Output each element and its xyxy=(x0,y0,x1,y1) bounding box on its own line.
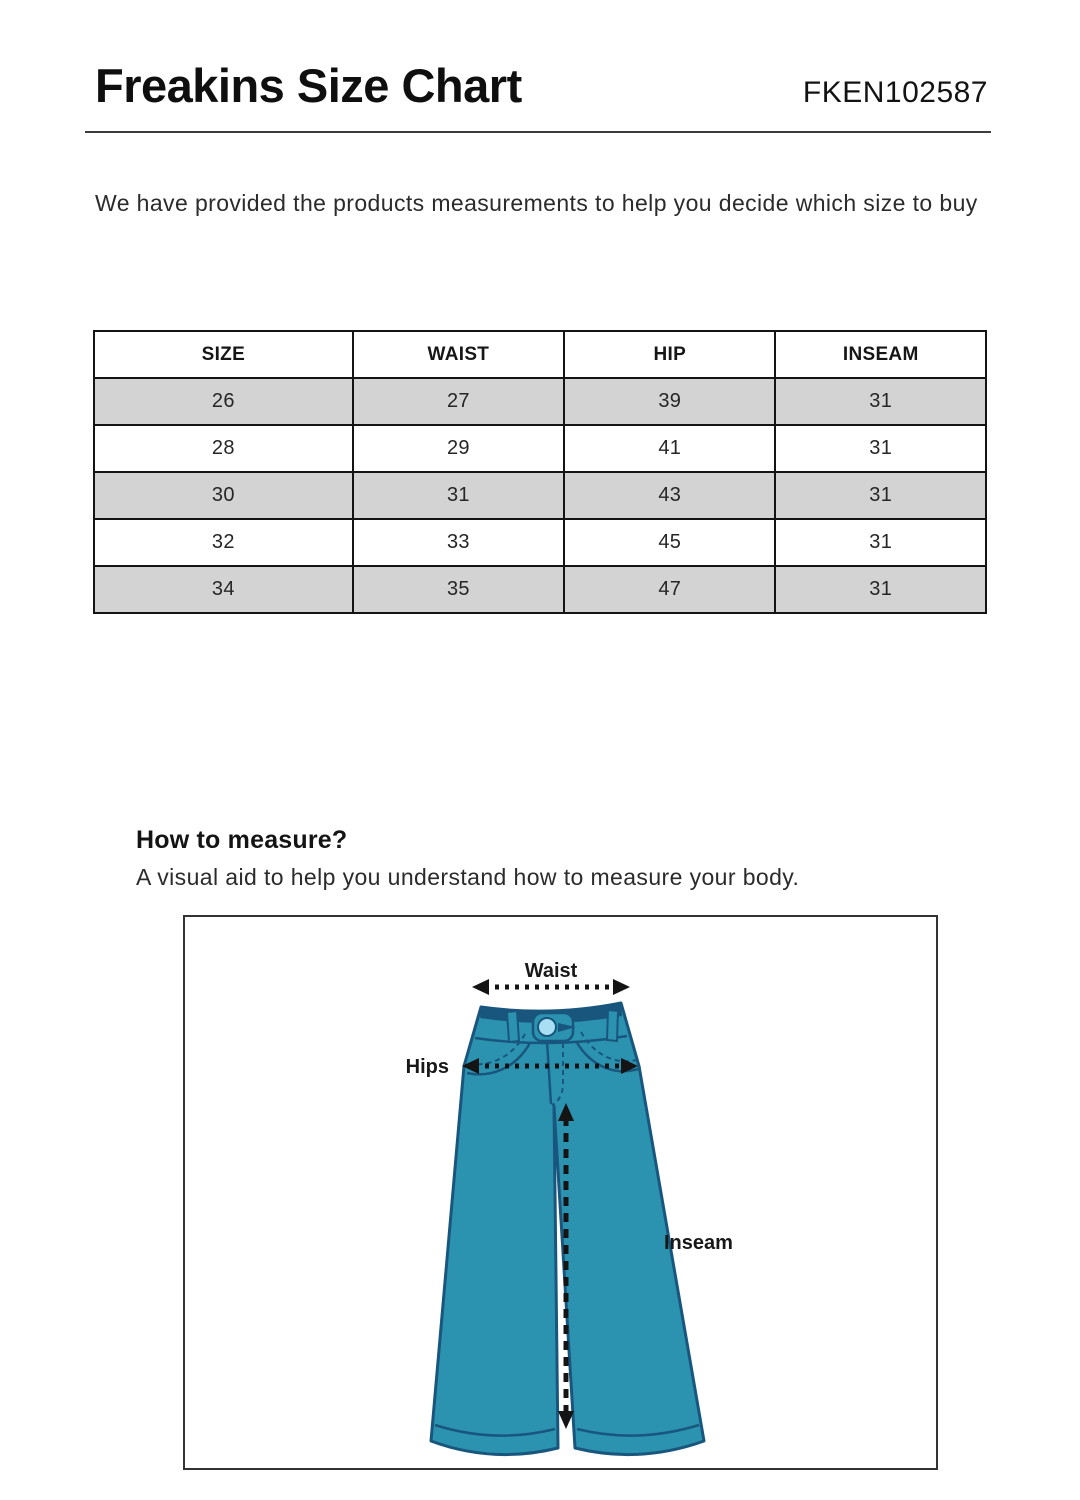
waist-arrowhead-left xyxy=(472,979,489,995)
waist-label: Waist xyxy=(524,960,578,982)
cell-inseam: 31 xyxy=(775,425,986,472)
header-divider xyxy=(85,131,991,133)
table-header-row xyxy=(94,331,986,378)
cell-waist: 27 xyxy=(353,378,564,425)
page-title: Freakins Size Chart xyxy=(95,59,522,112)
cell-inseam: 31 xyxy=(775,378,986,425)
size-table xyxy=(93,330,987,614)
table-row xyxy=(94,378,986,425)
cell-hip: 45 xyxy=(564,519,775,566)
cell-size: 26 xyxy=(94,378,353,425)
measurement-diagram-box xyxy=(183,915,938,1470)
waist-arrowhead-right xyxy=(613,979,630,995)
cell-inseam: 31 xyxy=(775,472,986,519)
table-row xyxy=(94,425,986,472)
belt-loop-right xyxy=(607,1010,618,1041)
cell-inseam: 31 xyxy=(775,566,986,613)
cell-waist: 29 xyxy=(353,425,564,472)
table-row xyxy=(94,519,986,566)
how-to-measure-heading: How to measure? xyxy=(136,826,348,854)
cell-waist: 31 xyxy=(353,472,564,519)
cell-waist: 35 xyxy=(353,566,564,613)
cell-hip: 41 xyxy=(564,425,775,472)
cell-size: 30 xyxy=(94,472,353,519)
belt-loop-left xyxy=(507,1011,519,1042)
jeans-measurement-illustration xyxy=(185,917,936,1468)
jeans-illustration xyxy=(431,1003,704,1455)
table-row xyxy=(94,566,986,613)
column-header-waist: WAIST xyxy=(353,331,564,378)
cell-hip: 43 xyxy=(564,472,775,519)
column-header-size: SIZE xyxy=(94,331,353,378)
cell-waist: 33 xyxy=(353,519,564,566)
product-code: FKEN102587 xyxy=(802,76,988,109)
cell-size: 32 xyxy=(94,519,353,566)
how-to-measure-subtext: A visual aid to help you understand how to measure your body. xyxy=(136,864,800,890)
cell-size: 28 xyxy=(94,425,353,472)
cell-hip: 39 xyxy=(564,378,775,425)
cell-inseam: 31 xyxy=(775,519,986,566)
inseam-label: Inseam xyxy=(664,1232,733,1254)
inseam-arrowhead-bottom xyxy=(558,1411,574,1429)
table-row xyxy=(94,472,986,519)
intro-text: We have provided the products measurements to help you decide which size to buy xyxy=(95,190,978,216)
waist-measure xyxy=(472,960,630,995)
column-header-hip: HIP xyxy=(564,331,775,378)
jeans-button xyxy=(538,1018,556,1036)
cell-hip: 47 xyxy=(564,566,775,613)
cell-size: 34 xyxy=(94,566,353,613)
column-header-inseam: INSEAM xyxy=(775,331,986,378)
hips-label: Hips xyxy=(405,1056,449,1078)
